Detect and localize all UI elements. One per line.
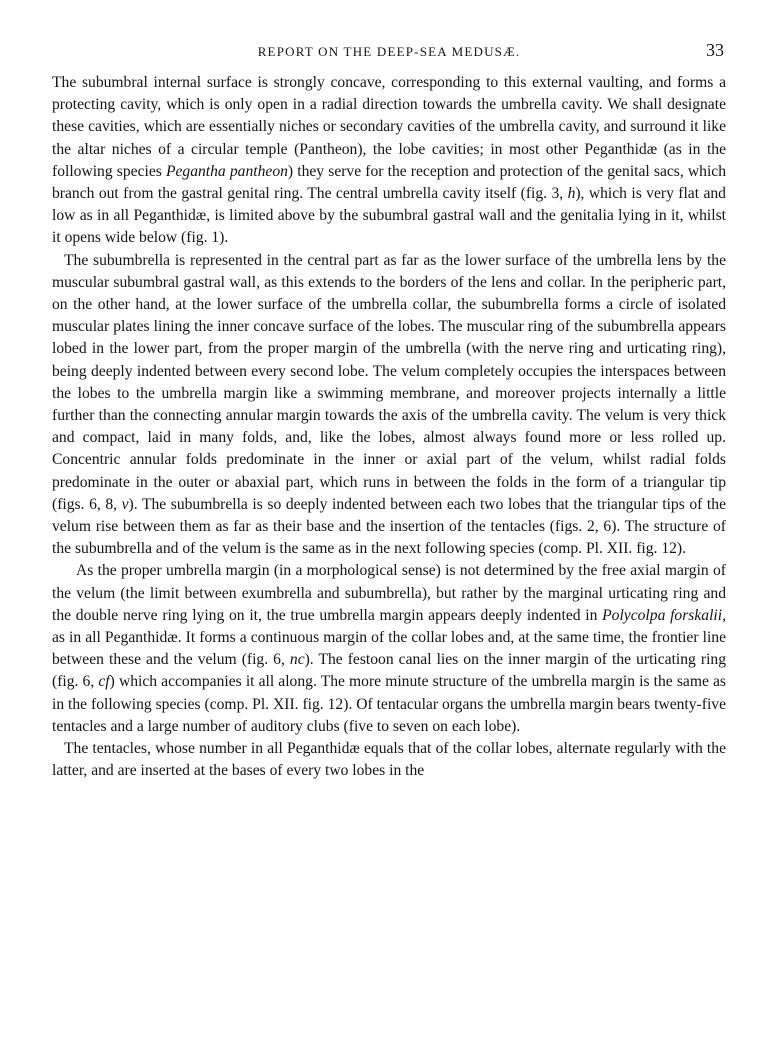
text-segment: The subumbrella is represented in the central part as far as the lower surface of the umbrella lens by the muscular subumbral gastral wall, as this extends to the borders of the lens and collar. In the peripheric part, on the other hand, at the lower surface of the umbrella collar, the subumbrella forms a circle of isolated muscular plates lining the inner concave surface of the lobes. The muscular ring of the subumbrella appears lobed in the lower part, from the proper margin of the umbrella (with the nerve ring and urticating ring), being deeply indented between every second lobe. The velum completely occupies the interspaces between the lobes to the umbrella margin like a swimming membrane, and moreover projects internally a little further than the connecting annular margin towards the axis of the umbrella cavity. The velum is very thick and compact, laid in many folds, and, like the lobes, almost always found more or less rolled up. Concentric annular folds predominate in the inner or axial part of the velum, whilst radial folds predominate in the outer or abaxial part, which runs in between the folds in the form of a triangular tip (figs. 6, 8, [52, 251, 726, 513]
text-segment: ) which accompanies it all along. The more minute structure of the umbrella margin is the same as in the following species (comp. Pl. XII. fig. 12). Of tentacular organs the umbrella margin bears twenty-five tentacles and a large number of auditory clubs (five to seven on each lobe). [52, 673, 726, 735]
text-segment: As the proper umbrella margin (in a morphological sense) is not determined by the free axial margin of the velum (the limit between exumbrella and subumbrella), but rather by the marginal urticating ring and the double nerve ring lying on it, the true umbrella margin appears deeply indented in [52, 562, 726, 624]
figure-label-italic: cf [98, 673, 110, 691]
text-segment: ), which is very flat and low as in all Peganthidæ, is limited above by the subumbral gastral wall and the genitalia lying in it, whilst it opens wide below (fig. 1). [52, 185, 726, 247]
species-name-italic: Pegantha pantheon [165, 162, 288, 180]
page-number: 33 [706, 40, 724, 60]
paragraph-3 [52, 560, 726, 738]
running-title: REPORT ON THE DEEP-SEA MEDUSÆ. [257, 44, 521, 59]
text-segment: ). The subumbrella is so deeply indented between each two lobes that the triangular tips of the velum rise between them as far as their base and the insertion of the tentacles (figs. 2, 6). The structure of the subumbrella and of the velum is the same as in the next following species (comp. Pl. XII. fig. 12). [52, 495, 726, 558]
text-segment: ). The festoon canal lies on the inner margin of the urticating ring (fig. 6, [52, 651, 727, 691]
text-segment: , as in all Peganthidæ. It forms a continuous margin of the collar lobes and, at the same time, the frontier line between these and the velum (fig. 6, [52, 606, 726, 669]
text-segment: The tentacles, whose number in all Peganthidæ equals that of the collar lobes, alternate regularly with the latter, and are inserted at the bases of every two lobes in the [52, 740, 726, 780]
paragraph-4 [52, 738, 726, 782]
species-name-italic: Polycolpa forskalii [602, 606, 723, 624]
text-segment: The subumbral internal surface is strongly concave, corresponding to this external vaulting, and forms a protecting cavity, which is only open in a radial direction towards the umbrella cavity. We shall designate these cavities, which are essentially niches or secondary cavities of the umbrella cavity, and surround it like the altar niches of a circular temple (Pantheon), the lobe cavities; in most other Peganthidæ (as in the following species [52, 74, 726, 180]
paragraph-1 [52, 72, 726, 250]
figure-label-italic: v [121, 495, 129, 513]
running-header [52, 40, 726, 64]
paragraph-2 [52, 250, 726, 561]
document-page [52, 40, 726, 783]
figure-label-italic: nc [289, 651, 305, 669]
figure-label-italic: h [567, 185, 576, 203]
text-segment: ) they serve for the reception and protection of the genital sacs, which branch out from the gastral genital ring. The central umbrella cavity itself (fig. 3, [52, 162, 727, 203]
